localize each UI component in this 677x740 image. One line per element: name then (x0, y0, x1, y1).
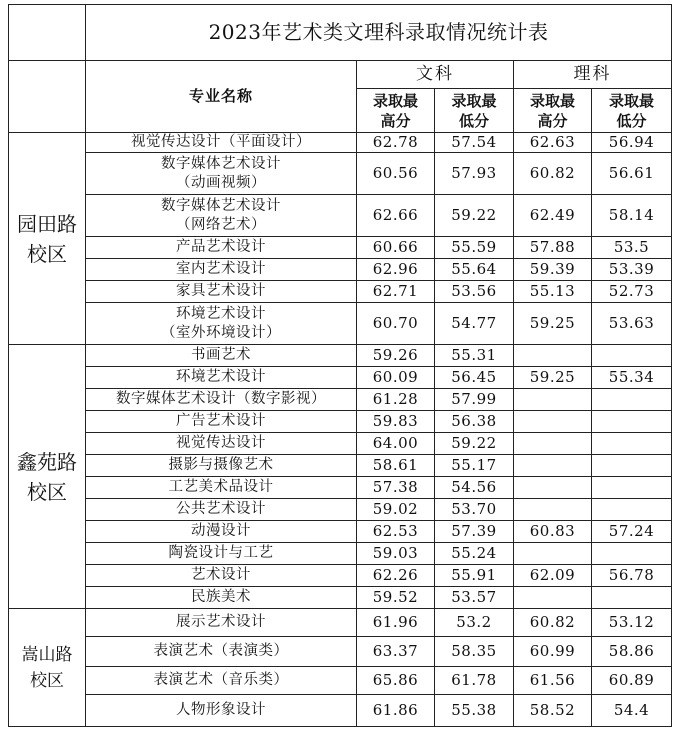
table-row (9, 411, 672, 433)
score-li-max (514, 433, 592, 455)
table-row (9, 609, 672, 637)
score-wen-max: 59.83 (357, 411, 435, 433)
table-title: 2023年艺术类文理科录取情况统计表 (86, 5, 672, 61)
major-name: 环境艺术设计 (86, 367, 357, 389)
score-li-min (592, 543, 672, 565)
score-li-max: 62.49 (514, 195, 592, 237)
score-wen-max: 61.86 (357, 695, 435, 727)
major-name: 数字媒体艺术设计 （网络艺术） (86, 195, 357, 237)
score-li-max (514, 389, 592, 411)
table-row (9, 521, 672, 543)
score-wen-max: 62.66 (357, 195, 435, 237)
score-li-min (592, 345, 672, 367)
score-li-min (592, 389, 672, 411)
score-li-max: 57.88 (514, 237, 592, 259)
table-row (9, 565, 672, 587)
score-wen-max: 59.52 (357, 587, 435, 609)
corner-cell (9, 5, 86, 61)
score-li-max: 61.56 (514, 667, 592, 695)
score-wen-min: 53.56 (435, 281, 514, 303)
score-wen-max: 61.96 (357, 609, 435, 637)
table-row (9, 367, 672, 389)
major-name: 广告艺术设计 (86, 411, 357, 433)
score-li-max: 60.99 (514, 637, 592, 667)
score-li-max (514, 477, 592, 499)
score-li-min: 52.73 (592, 281, 672, 303)
score-wen-max: 60.66 (357, 237, 435, 259)
major-name: 产品艺术设计 (86, 237, 357, 259)
score-wen-min: 58.35 (435, 637, 514, 667)
score-wen-min: 55.59 (435, 237, 514, 259)
score-li-min: 53.39 (592, 259, 672, 281)
score-wen-max: 61.28 (357, 389, 435, 411)
table-row (9, 695, 672, 727)
score-wen-max: 65.86 (357, 667, 435, 695)
header-major: 专业名称 (86, 61, 357, 133)
major-name: 艺术设计 (86, 565, 357, 587)
table-row (9, 499, 672, 521)
score-wen-min: 55.38 (435, 695, 514, 727)
score-wen-max: 62.71 (357, 281, 435, 303)
table-row (9, 153, 672, 195)
score-wen-min: 55.17 (435, 455, 514, 477)
score-li-max: 62.63 (514, 133, 592, 153)
score-li-min: 53.12 (592, 609, 672, 637)
table-row (9, 281, 672, 303)
score-wen-max: 63.37 (357, 637, 435, 667)
table-row (9, 259, 672, 281)
score-li-min (592, 433, 672, 455)
campus-name: 鑫苑路 校区 (9, 345, 86, 609)
major-name: 展示艺术设计 (86, 609, 357, 637)
table-row (9, 195, 672, 237)
header-wen-max: 录取最 高分 (357, 89, 435, 133)
score-wen-min: 57.99 (435, 389, 514, 411)
major-name: 数字媒体艺术设计（数字影视） (86, 389, 357, 411)
score-li-max (514, 499, 592, 521)
major-name: 表演艺术（表演类） (86, 637, 357, 667)
table-row (9, 667, 672, 695)
score-wen-min: 61.78 (435, 667, 514, 695)
admission-score-table (8, 4, 671, 735)
score-wen-max: 57.38 (357, 477, 435, 499)
score-li-max (514, 345, 592, 367)
score-li-min (592, 477, 672, 499)
score-li-min: 56.94 (592, 133, 672, 153)
major-name: 民族美术 (86, 587, 357, 609)
score-wen-min: 55.91 (435, 565, 514, 587)
score-li-min: 55.34 (592, 367, 672, 389)
score-li-max: 60.82 (514, 609, 592, 637)
score-li-max: 60.82 (514, 153, 592, 195)
table-row (9, 637, 672, 667)
score-wen-min: 57.39 (435, 521, 514, 543)
score-wen-min: 56.45 (435, 367, 514, 389)
score-wen-max: 62.78 (357, 133, 435, 153)
score-wen-min: 57.54 (435, 133, 514, 153)
header-campus-cell (9, 61, 86, 133)
score-wen-max: 60.70 (357, 303, 435, 345)
major-name: 书画艺术 (86, 345, 357, 367)
score-li-max: 60.83 (514, 521, 592, 543)
major-name: 家具艺术设计 (86, 281, 357, 303)
table-row (9, 455, 672, 477)
score-li-min: 53.63 (592, 303, 672, 345)
score-li-max: 55.13 (514, 281, 592, 303)
score-wen-max: 58.61 (357, 455, 435, 477)
score-li-max: 58.52 (514, 695, 592, 727)
score-li-max (514, 587, 592, 609)
table-row (9, 345, 672, 367)
header-wen: 文科 (357, 61, 514, 89)
score-wen-max: 62.96 (357, 259, 435, 281)
score-li-max: 59.25 (514, 303, 592, 345)
major-name: 室内艺术设计 (86, 259, 357, 281)
score-li-max: 62.09 (514, 565, 592, 587)
major-name: 陶瓷设计与工艺 (86, 543, 357, 565)
score-wen-max: 62.26 (357, 565, 435, 587)
major-name: 视觉传达设计 (86, 433, 357, 455)
score-wen-max: 60.09 (357, 367, 435, 389)
score-wen-min: 55.24 (435, 543, 514, 565)
score-li-min (592, 587, 672, 609)
score-li-min: 56.78 (592, 565, 672, 587)
score-li-max: 59.39 (514, 259, 592, 281)
score-li-min (592, 411, 672, 433)
major-name: 公共艺术设计 (86, 499, 357, 521)
major-name: 人物形象设计 (86, 695, 357, 727)
table-row (9, 133, 672, 153)
score-wen-min: 54.77 (435, 303, 514, 345)
table-row (9, 543, 672, 565)
major-name: 动漫设计 (86, 521, 357, 543)
score-wen-min: 53.70 (435, 499, 514, 521)
table-row (9, 477, 672, 499)
score-li-min: 60.89 (592, 667, 672, 695)
score-li-min: 56.61 (592, 153, 672, 195)
score-wen-max: 59.02 (357, 499, 435, 521)
score-wen-max: 59.03 (357, 543, 435, 565)
campus-name: 嵩山路 校区 (9, 609, 86, 727)
score-li-min: 57.24 (592, 521, 672, 543)
score-li-min: 54.4 (592, 695, 672, 727)
score-li-min: 58.86 (592, 637, 672, 667)
score-wen-min: 56.38 (435, 411, 514, 433)
score-wen-min: 59.22 (435, 433, 514, 455)
score-li-min (592, 499, 672, 521)
table-row (9, 237, 672, 259)
table-row (9, 587, 672, 609)
score-wen-min: 55.31 (435, 345, 514, 367)
score-wen-min: 53.2 (435, 609, 514, 637)
table-row (9, 433, 672, 455)
score-wen-max: 64.00 (357, 433, 435, 455)
score-wen-min: 57.93 (435, 153, 514, 195)
score-wen-max: 62.53 (357, 521, 435, 543)
score-wen-max: 59.26 (357, 345, 435, 367)
major-name: 数字媒体艺术设计 （动画视频） (86, 153, 357, 195)
major-name: 摄影与摄像艺术 (86, 455, 357, 477)
header-wen-min: 录取最 低分 (435, 89, 514, 133)
score-wen-min: 59.22 (435, 195, 514, 237)
header-li-max: 录取最 高分 (514, 89, 592, 133)
major-name: 环境艺术设计 （室外环境设计） (86, 303, 357, 345)
score-wen-min: 55.64 (435, 259, 514, 281)
score-wen-min: 54.56 (435, 477, 514, 499)
score-li-min: 53.5 (592, 237, 672, 259)
score-li-max (514, 411, 592, 433)
score-table (8, 4, 672, 727)
score-li-max: 59.25 (514, 367, 592, 389)
major-name: 视觉传达设计（平面设计） (86, 133, 357, 153)
score-li-min: 58.14 (592, 195, 672, 237)
score-li-max (514, 543, 592, 565)
score-li-min (592, 455, 672, 477)
major-name: 工艺美术品设计 (86, 477, 357, 499)
score-wen-max: 60.56 (357, 153, 435, 195)
score-wen-min: 53.57 (435, 587, 514, 609)
score-li-max (514, 455, 592, 477)
table-row (9, 303, 672, 345)
header-li: 理科 (514, 61, 672, 89)
table-row (9, 389, 672, 411)
major-name: 表演艺术（音乐类） (86, 667, 357, 695)
campus-name: 园田路 校区 (9, 133, 86, 345)
header-li-min: 录取最 低分 (592, 89, 672, 133)
